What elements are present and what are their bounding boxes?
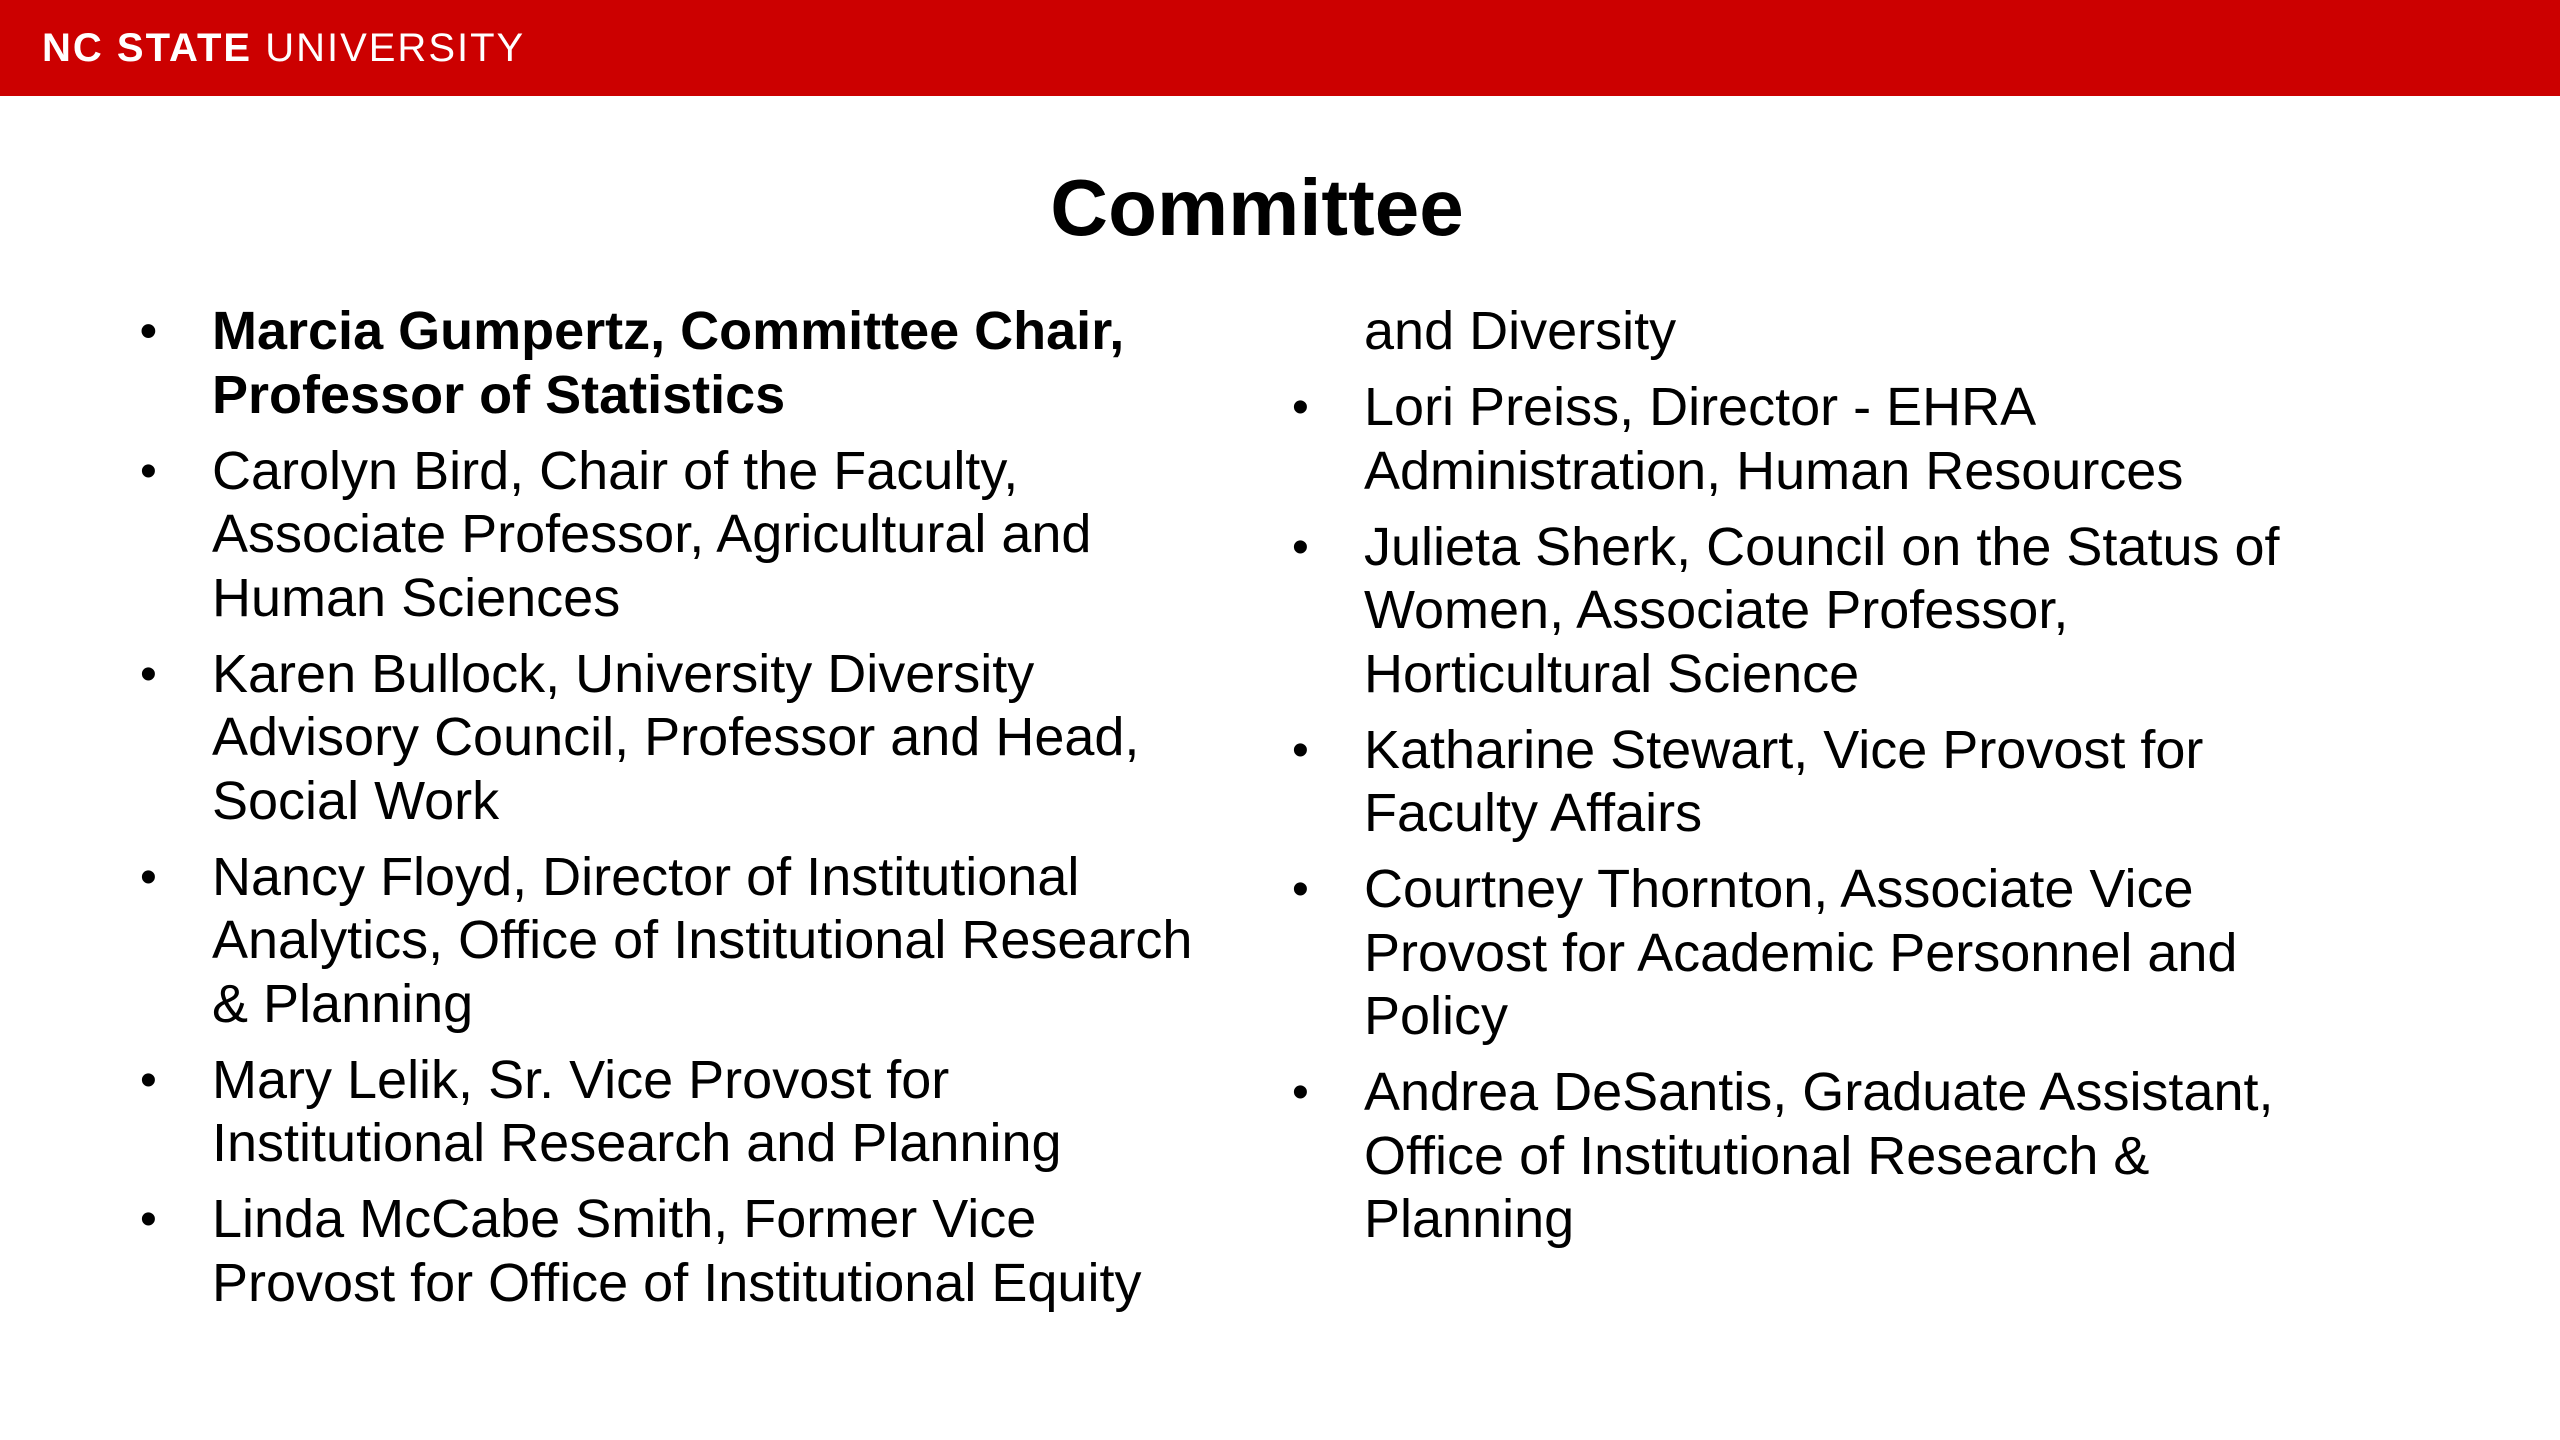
item-line: Social Work bbox=[212, 770, 500, 831]
item-line: Katharine Stewart, Vice Provost for bbox=[1364, 719, 2204, 780]
item-line: Linda McCabe Smith, Former Vice bbox=[212, 1189, 1037, 1249]
item-line: Provost for Office of Institutional Equity bbox=[212, 1252, 1142, 1313]
item-line: Institutional Research and Planning bbox=[212, 1113, 1062, 1173]
item-line: Policy bbox=[1364, 986, 1509, 1046]
item-line: Human Sciences bbox=[212, 567, 621, 628]
list-item-continuation bbox=[1292, 300, 2442, 364]
logo-text-strong: NC STATE bbox=[42, 26, 253, 70]
list-item bbox=[140, 300, 1290, 427]
bullet-icon: • bbox=[140, 647, 157, 701]
list-item bbox=[1292, 516, 2442, 707]
list-item bbox=[1292, 1061, 2442, 1252]
item-line: Lori Preiss, Director - EHRA bbox=[1364, 377, 2037, 437]
slide-title: Committee bbox=[1050, 163, 1464, 252]
item-line: Courtney Thornton, Associate Vice bbox=[1364, 859, 2194, 919]
item-line: Julieta Sherk, Council on the Status of bbox=[1364, 516, 2280, 577]
bullet-icon: • bbox=[1292, 1066, 1309, 1119]
list-item bbox=[1292, 376, 2442, 503]
bullet-icon: • bbox=[1292, 723, 1309, 777]
bullet-icon: • bbox=[140, 1193, 157, 1246]
item-line: Analytics, Office of Institutional Research bbox=[212, 910, 1193, 970]
item-line: Carolyn Bird, Chair of the Faculty, bbox=[212, 440, 1019, 501]
header-banner bbox=[0, 0, 2560, 96]
item-line: Administration, Human Resources bbox=[1364, 440, 2184, 501]
bullet-icon: • bbox=[140, 1053, 157, 1107]
item-line: Mary Lelik, Sr. Vice Provost for bbox=[212, 1049, 950, 1110]
list-item bbox=[140, 1188, 1290, 1315]
item-line: Advisory Council, Professor and Head, bbox=[212, 707, 1140, 767]
item-line: Nancy Floyd, Director of Institutional bbox=[212, 846, 1080, 907]
item-line: Marcia Gumpertz, Committee Chair, bbox=[212, 301, 1125, 361]
bullet-icon: • bbox=[1292, 381, 1309, 434]
committee-list-right bbox=[1292, 300, 2442, 1264]
list-item bbox=[140, 1049, 1290, 1176]
bullet-icon: • bbox=[140, 850, 157, 904]
item-line: Office of Institutional Research & bbox=[1364, 1125, 2150, 1186]
list-item bbox=[1292, 858, 2442, 1049]
logo-text-light: UNIVERSITY bbox=[265, 26, 526, 70]
item-line: Karen Bullock, University Diversity bbox=[212, 643, 1035, 704]
bullet-icon: • bbox=[1292, 863, 1309, 916]
bullet-icon: • bbox=[140, 444, 157, 498]
list-item bbox=[1292, 719, 2442, 846]
item-line: and Diversity bbox=[1364, 301, 1677, 361]
university-logo bbox=[42, 26, 525, 70]
item-line: & Planning bbox=[212, 973, 474, 1034]
list-item bbox=[140, 440, 1290, 631]
item-line: Provost for Academic Personnel and bbox=[1364, 922, 2238, 983]
item-line: Planning bbox=[1364, 1189, 1575, 1249]
list-item bbox=[140, 643, 1290, 834]
bullet-icon: • bbox=[1292, 520, 1309, 574]
item-line: Professor of Statistics bbox=[212, 364, 786, 425]
item-line: Faculty Affairs bbox=[1364, 783, 1703, 843]
item-line: Associate Professor, Agricultural and bbox=[212, 504, 1092, 564]
item-line: Andrea DeSantis, Graduate Assistant, bbox=[1364, 1062, 2274, 1122]
item-line: Horticultural Science bbox=[1364, 643, 1860, 704]
bullet-icon: • bbox=[140, 305, 157, 358]
item-line: Women, Associate Professor, bbox=[1364, 580, 2069, 640]
list-item bbox=[140, 846, 1290, 1037]
committee-list-left bbox=[140, 300, 1290, 1328]
